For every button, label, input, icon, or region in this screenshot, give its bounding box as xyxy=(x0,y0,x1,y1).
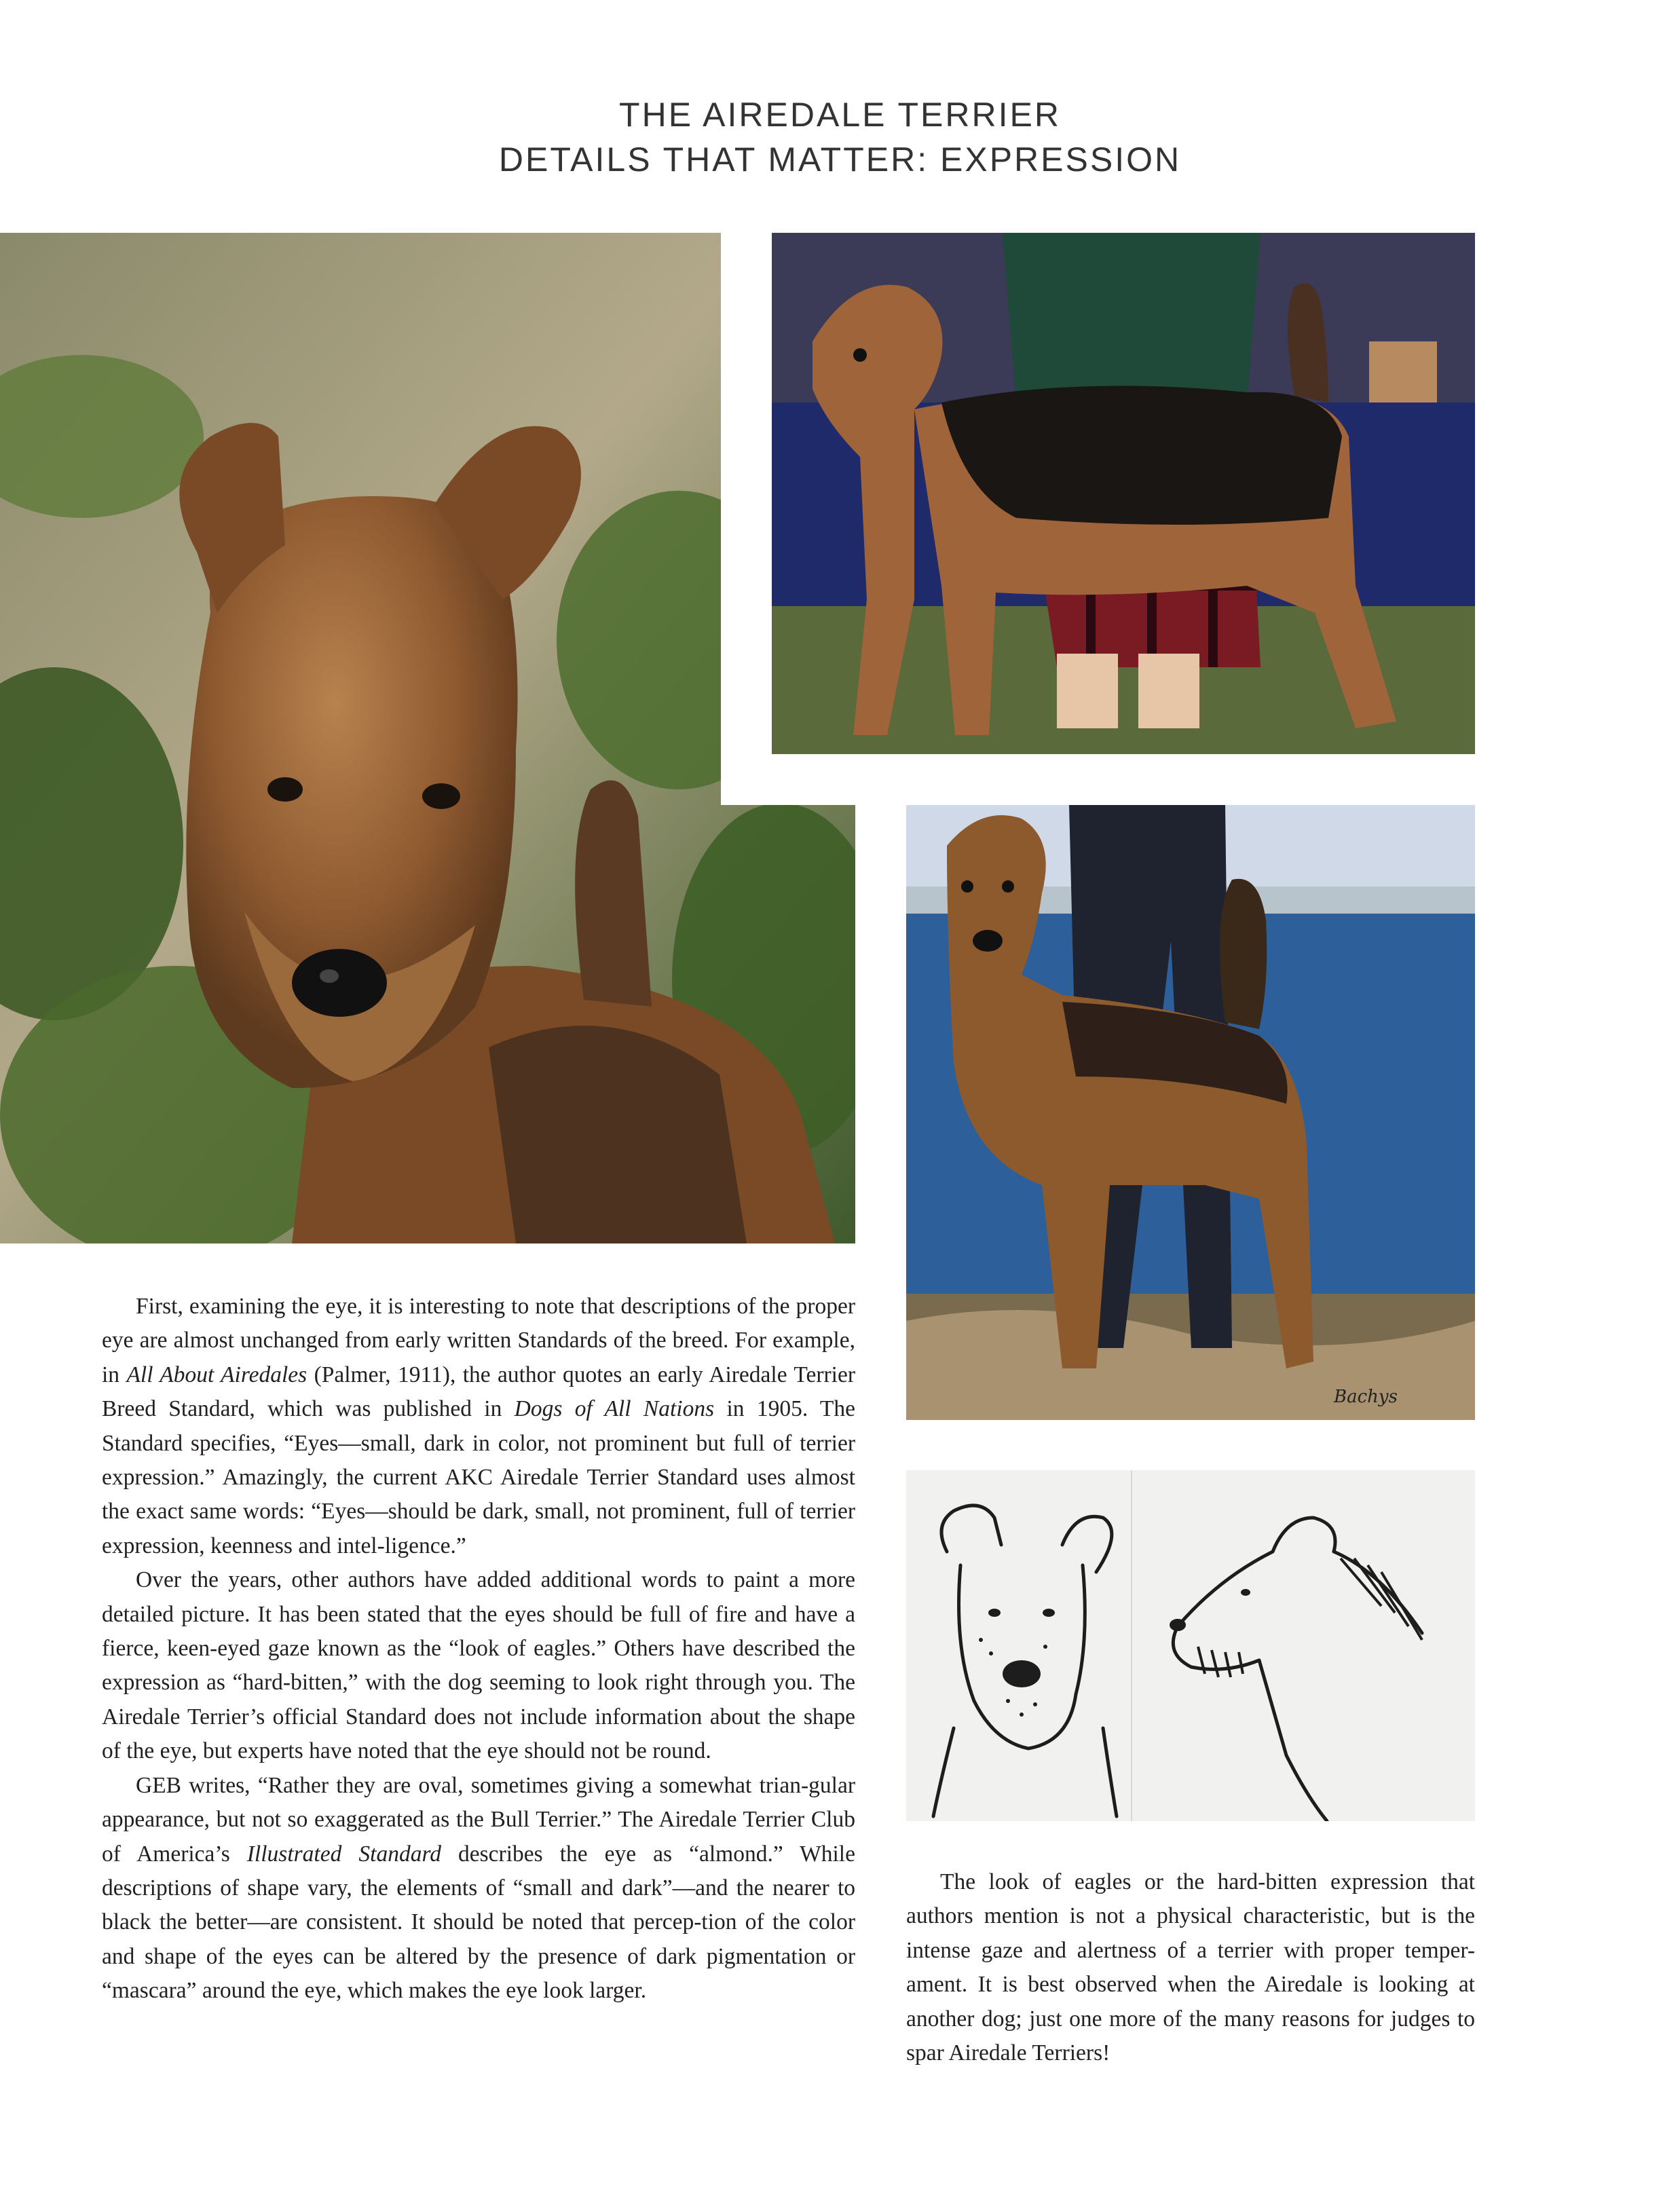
page-subtitle: DETAILS THAT MATTER: EXPRESSION xyxy=(498,141,1182,179)
airedale-waterfront-photo xyxy=(906,805,1475,1420)
book-title: All About Airedales xyxy=(126,1362,307,1387)
text-run: First, examining the eye, it is interesting to note that descriptions of the proper eye are almost unchanged from early written Standards of the breed. For example, in xyxy=(102,1294,855,1387)
body-paragraph xyxy=(102,1290,855,1563)
left-text-column xyxy=(102,1290,855,2008)
text-run: GEB writes, “Rather they are oval, sometimes giving a somewhat trian-gular appearance, but not so exaggerated as the Bull Terrier.” The Airedale Terrier Club of America’s xyxy=(102,1772,855,1867)
page-title: THE AIREDALE TERRIER xyxy=(619,96,1061,134)
airedale-show-stack-photo xyxy=(772,233,1475,754)
body-paragraph xyxy=(102,1769,855,2008)
airedale-head-sketch xyxy=(906,1470,1475,1821)
book-title: Dogs of All Nations xyxy=(514,1396,715,1422)
text-run: (Palmer, 1911), the author quotes an early Airedale Terrier Breed Standard, which was published in xyxy=(102,1362,855,1422)
photo-signature: Bachys xyxy=(1334,1387,1398,1407)
body-paragraph: Over the years, other authors have added additional words to paint a more detailed picture. It has been stated that the eyes should be full of fire and have a fierce, keen-eyed gaze known as the “look of eagles.” Others have described the expression as “hard-bitten,” with the dog seeming to look right through you. The Airedale Terrier’s official Standard does not include information about the shape of the eye, but experts have noted that the eye should not be round. xyxy=(102,1567,855,1764)
body-paragraph: The look of eagles or the hard-bitten expression that authors mention is not a physical characteristic, but is the intense gaze and alertness of a terrier with proper temper-ament. It is best observed when the Airedale is looking at another dog; just one more of the many reasons for judges to spar Airedale Terriers! xyxy=(906,1869,1475,2066)
page-header xyxy=(0,92,1680,182)
text-run: describes the eye as “almond.” While descriptions of shape vary, the elements of “small and dark”—and the nearer to black the better—are consistent. It should be noted that percep-tion of the color and shape of the eyes can be altered by the presence of dark pigmentation or “mascara” around the eye, which makes the eye look larger. xyxy=(102,1841,855,2004)
right-text-column xyxy=(906,1865,1475,2070)
text-run: in 1905. The Standard specifies, “Eyes—small, dark in color, not prominent but full of terrier expression.” Amazingly, the current AKC Airedale Terrier Standard uses almost the exact same words: “Eyes—should be dark, small, not prominent, full of terrier expression, keenness and intel-ligence.” xyxy=(102,1396,855,1558)
book-title: Illustrated Standard xyxy=(246,1841,441,1867)
